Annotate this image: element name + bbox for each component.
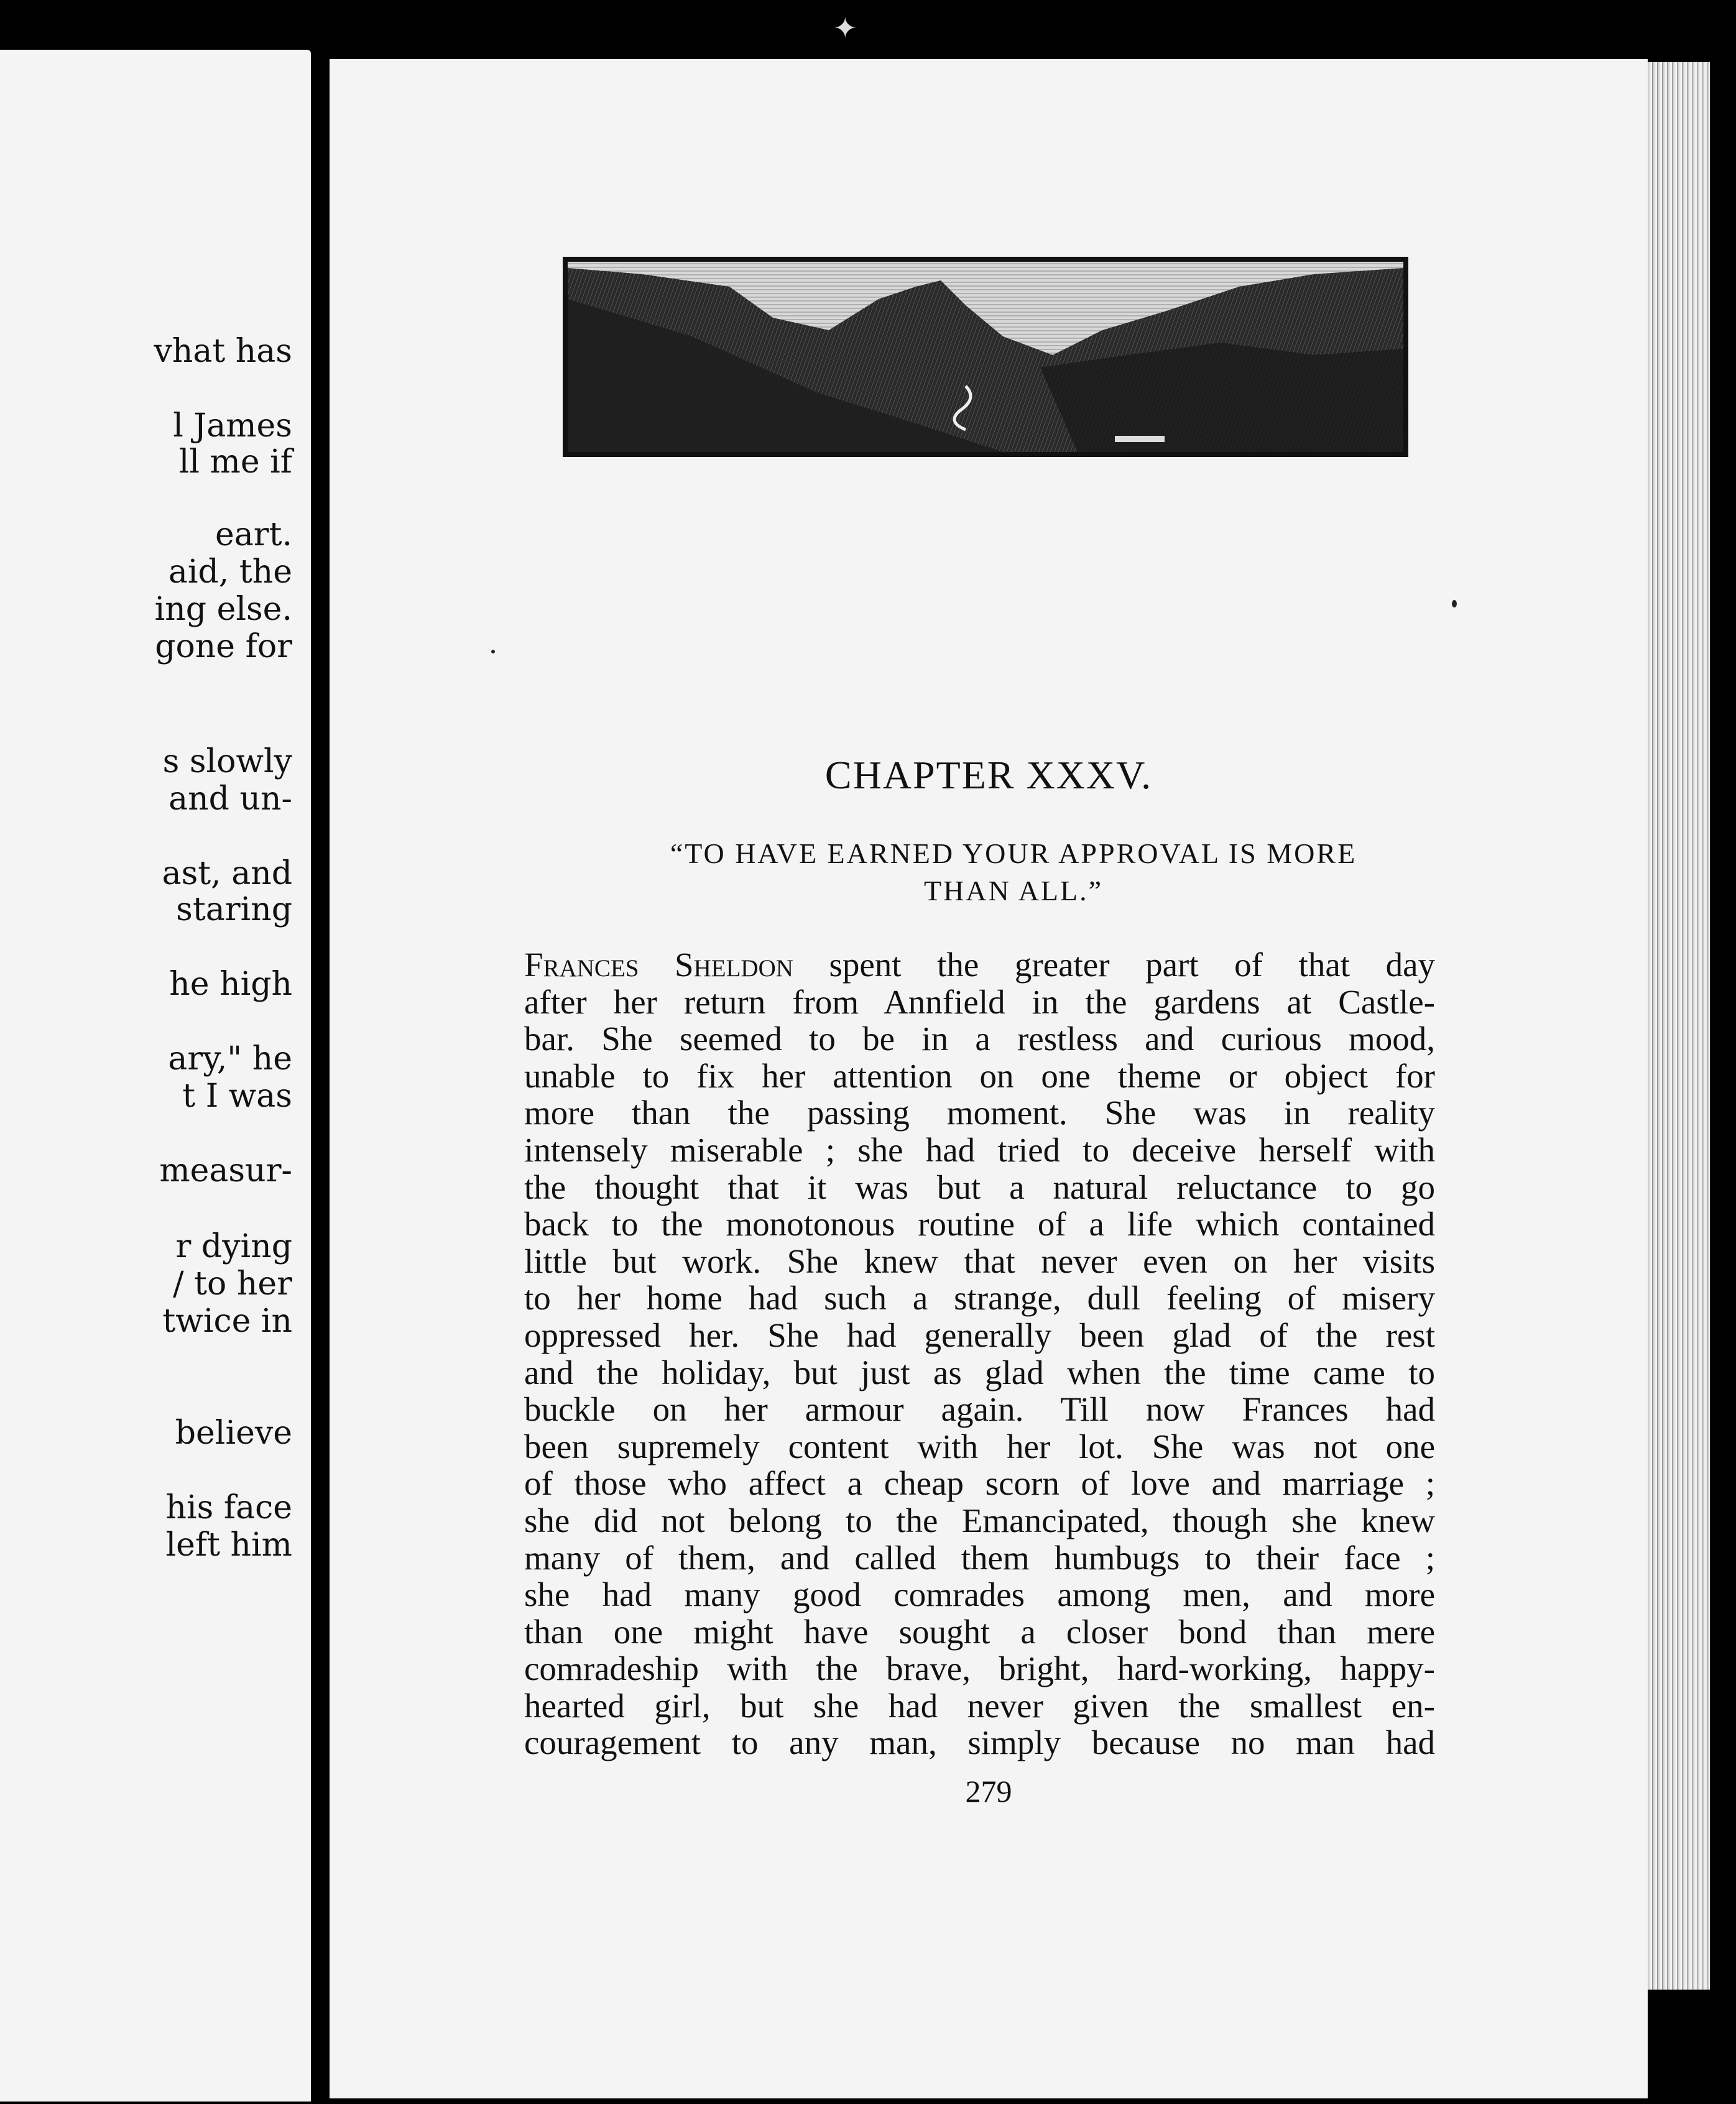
book-gutter xyxy=(311,50,330,2102)
body-line: been supremely content with her lot. She was not one xyxy=(524,1427,1435,1465)
left-facing-page xyxy=(0,50,311,2102)
page-speck xyxy=(491,650,495,653)
left-page-line: believe xyxy=(175,1414,292,1452)
chapter-title: CHAPTER XXXV. xyxy=(824,753,1153,797)
body-line: more than the passing moment. She was in reality xyxy=(524,1094,1435,1132)
first-line-rest: spent the greater part of that day xyxy=(793,946,1435,984)
subtitle-line-2: THAN ALL.” xyxy=(923,875,1104,907)
body-line: she had many good comrades among men, and more xyxy=(524,1576,1435,1614)
body-line: unable to fix her attention on one theme or object for xyxy=(524,1056,1435,1095)
body-line: oppressed her. She had generally been glad of the rest xyxy=(524,1316,1435,1354)
chapter-subtitle xyxy=(516,835,1511,910)
body-line: buckle on her armour again. Till now Frances had xyxy=(524,1390,1435,1429)
body-line: little but work. She knew that never even on her visits xyxy=(524,1242,1435,1280)
chapter-body-text xyxy=(524,946,1435,1761)
left-page-line: s slowly xyxy=(162,743,292,780)
body-line: and the holiday, but just as glad when the time came to xyxy=(524,1353,1435,1391)
left-page-line: t I was xyxy=(182,1077,292,1115)
left-page-line: staring xyxy=(176,891,292,928)
left-page-line: ll me if xyxy=(178,443,292,481)
body-line: bar. She seemed to be in a restless and curious mood, xyxy=(524,1020,1435,1058)
body-line: the thought that it was but a natural reluctance to go xyxy=(524,1168,1435,1206)
left-page-line: ary," he xyxy=(168,1040,292,1077)
body-line: she did not belong to the Emancipated, though she knew xyxy=(524,1501,1435,1539)
left-page-line: ing else. xyxy=(154,591,292,628)
left-page-line: l James xyxy=(173,407,292,445)
body-line: back to the monotonous routine of a life which contained xyxy=(524,1205,1435,1243)
left-page-line: measur- xyxy=(159,1152,292,1189)
page-edges xyxy=(1648,62,1710,1990)
left-page-line: left him xyxy=(165,1526,292,1564)
left-page-line: ast, and xyxy=(162,855,292,892)
mountain-landscape-icon xyxy=(568,262,1403,452)
body-line: after her return from Annfield in the gardens at Castle- xyxy=(524,982,1435,1021)
page-number: 279 xyxy=(965,1774,1012,1809)
body-line: to her home had such a strange, dull feeling of misery xyxy=(524,1279,1435,1317)
opening-words: Frances Sheldon xyxy=(524,946,793,984)
body-line: of those who affect a cheap scorn of love and marriage ; xyxy=(524,1464,1435,1503)
left-page-line: vhat has xyxy=(154,333,292,370)
left-page-line: / to her xyxy=(173,1265,292,1303)
body-line-first xyxy=(524,946,1435,984)
body-line: hearted girl, but she had never given the smallest en- xyxy=(524,1686,1435,1725)
left-page-line: eart. xyxy=(215,516,292,553)
body-line: many of them, and called them humbugs to their face ; xyxy=(524,1538,1435,1577)
body-line: intensely miserable ; she had tried to deceive herself with xyxy=(524,1130,1435,1169)
left-page-line: his face xyxy=(165,1489,292,1526)
top-edge-mark: ✦ xyxy=(833,11,857,45)
headpiece-landscape-engraving xyxy=(563,257,1408,457)
page-speck xyxy=(1452,600,1457,607)
left-page-line: gone for xyxy=(155,628,292,665)
left-page-line: he high xyxy=(169,966,292,1003)
left-page-line: twice in xyxy=(162,1303,292,1340)
left-page-line: aid, the xyxy=(168,553,292,591)
left-page-line: and un- xyxy=(169,780,292,818)
body-line: than one might have sought a closer bond than mere xyxy=(524,1612,1435,1651)
body-line: comradeship with the brave, bright, hard-working, happy- xyxy=(524,1650,1435,1688)
left-page-line: r dying xyxy=(175,1228,292,1265)
subtitle-line-1: “TO HAVE EARNED YOUR APPROVAL IS MORE xyxy=(670,837,1357,869)
body-line: couragement to any man, simply because no man had xyxy=(524,1723,1435,1762)
